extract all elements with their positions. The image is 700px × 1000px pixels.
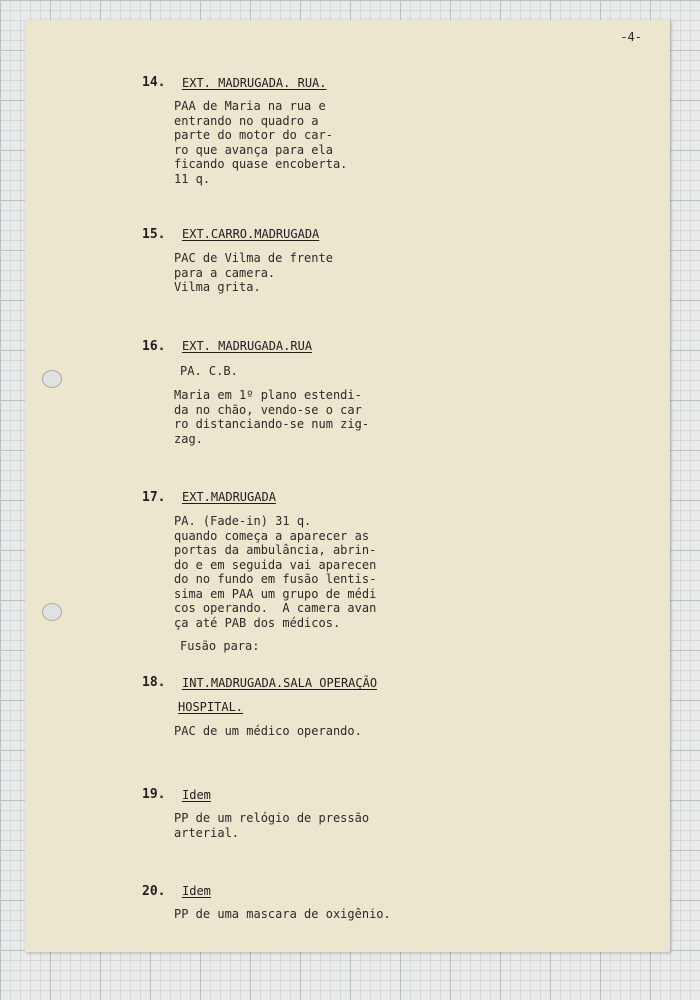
scene-description: PA. (Fade-in) 31 q. quando começa a aparecer as portas da ambulância, abrin- do e em seguida vai aparecen do no fundo em fusão lentis- sima em PAA um grupo de médi cos operando. A camera avan ça até PAB dos médicos.: [174, 514, 377, 630]
scene-heading: Idem: [182, 884, 211, 898]
scene-heading: EXT. MADRUGADA.RUA: [182, 339, 313, 353]
scene-number: 19.: [142, 787, 166, 802]
scene-heading: EXT.CARRO.MADRUGADA: [182, 227, 320, 241]
scene-number: 15.: [142, 227, 166, 242]
scene-description: Maria em 1º plano estendi- da no chão, vendo-se o car ro distanciando-se num zig- zag.: [174, 388, 370, 446]
scene-heading: EXT.MADRUGADA: [182, 490, 276, 504]
scene-number: 14.: [142, 75, 166, 90]
scene-number: 17.: [142, 490, 166, 505]
scene-number: 18.: [142, 675, 166, 690]
scene-heading: INT.MADRUGADA.SALA OPERAÇÃO: [182, 676, 378, 690]
scene-description: PAC de um médico operando.: [174, 724, 362, 738]
transition-note: Fusão para:: [180, 639, 260, 653]
scene-heading: EXT. MADRUGADA. RUA.: [182, 76, 327, 90]
scene-description: PP de um relógio de pressão arterial.: [174, 811, 370, 840]
shot-annotation: PA. C.B.: [180, 364, 238, 378]
scene-description: PAA de Maria na rua e entrando no quadro a parte do motor do car- ro que avança para ela ficando quase encoberta. 11 q.: [174, 99, 348, 186]
scene-heading-continued: HOSPITAL.: [178, 700, 244, 714]
scene-number: 16.: [142, 339, 166, 354]
scene-description: PP de uma mascara de oxigênio.: [174, 907, 391, 921]
punch-hole-top: [42, 370, 62, 388]
script-page: [25, 20, 670, 952]
scene-description: PAC de Vilma de frente para a camera. Vilma grita.: [174, 251, 333, 294]
page-number: -4-: [620, 30, 642, 44]
scene-heading: Idem: [182, 788, 211, 802]
punch-hole-bottom: [42, 603, 62, 621]
scene-number: 20.: [142, 884, 166, 899]
